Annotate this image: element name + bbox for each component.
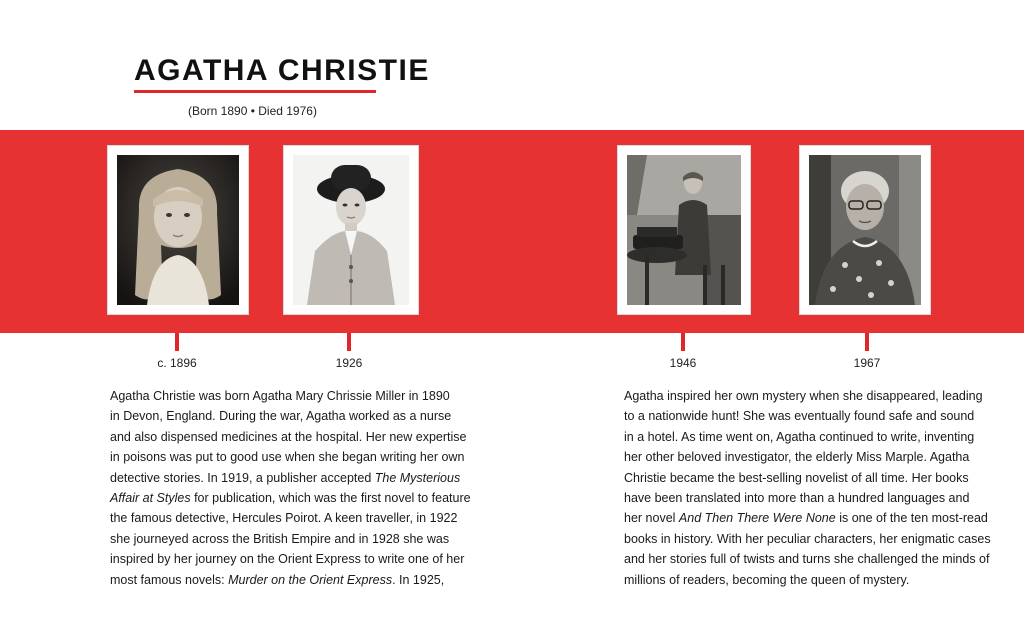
book-title: The Mysterious [374,470,461,485]
woman-in-hat-photo [284,146,418,314]
year-label-1926: 1926 [335,356,363,370]
text-line: millions of readers, becoming the queen of mystery. [624,572,910,587]
text-line: most famous novels: Murder on the Orient Express. In 1925, [110,572,445,587]
woman-at-typewriter-photo [618,146,750,314]
year-label-1967: 1967 [853,356,881,370]
year-label-1896: c. 1896 [157,356,197,370]
text-line: and her stories full of twists and turns she challenged the minds of [624,552,990,567]
text-line: Agatha Christie was born Agatha Mary Chrissie Miller in 1890 [110,389,450,403]
text-line: she journeyed across the British Empire and in 1928 she was [110,531,450,546]
text-line: detective stories. In 1919, a publisher accepted The Mysterious [110,470,461,485]
book-title: Affair at Styles [110,491,191,506]
timeline-tick-1896 [175,333,179,351]
text-line: to a nationwide hunt! She was eventually found safe and sound [624,409,975,424]
text-line: her novel And Then There Were None is one of the ten most-read [624,511,988,526]
text-line: Affair at Styles for publication, which was the first novel to feature [110,491,471,506]
text-line: inspired by her journey on the Orient Express to write one of her [110,552,465,567]
text-line: Christie became the best-selling novelist of all time. Her books [624,470,969,485]
biography-paragraph-right [624,386,991,590]
child-portrait-photo [108,146,248,314]
title-underline [134,90,376,93]
text-line: in a hotel. As time went on, Agatha continued to write, inventing [624,429,975,444]
text-line: and also dispensed medicines at the hospital. Her new expertise [110,429,467,444]
biography-paragraph-left [110,386,471,590]
year-label-1946: 1946 [669,356,697,370]
text-line: in poisons was put to good use when she began writing her own [110,450,465,465]
elderly-woman-photo [800,146,930,314]
text-line: Agatha inspired her own mystery when she disappeared, leading [624,389,983,403]
page-title: AGATHA CHRISTIE [134,54,430,87]
text-line: have been translated into more than a hundred languages and [624,491,970,506]
text-line: the famous detective, Hercules Poirot. A keen traveller, in 1922 [110,511,458,526]
life-span: (Born 1890 • Died 1976) [188,104,317,118]
text-line: her other beloved investigator, the elderly Miss Marple. Agatha [624,450,970,465]
book-title: And Then There Were None [678,511,836,526]
book-title: Murder on the Orient Express [228,572,393,587]
text-line: in Devon, England. During the war, Agatha worked as a nurse [110,409,452,424]
timeline-tick-1967 [865,333,869,351]
timeline-tick-1926 [347,333,351,351]
timeline-tick-1946 [681,333,685,351]
text-line: books in history. With her peculiar characters, her enigmatic cases [624,531,991,546]
